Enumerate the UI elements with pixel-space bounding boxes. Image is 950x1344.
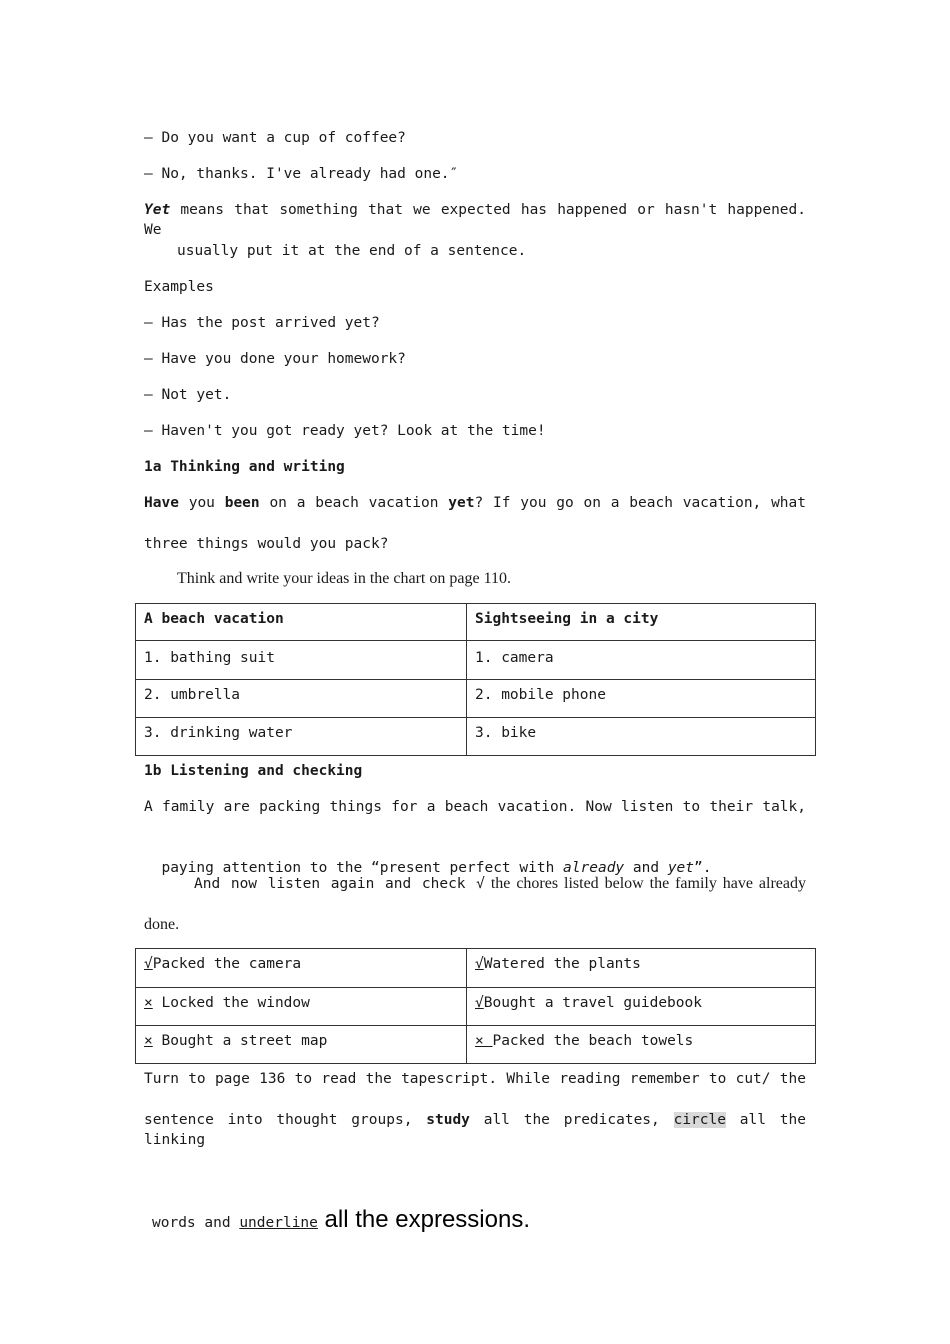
section-1a-question-line-1 bbox=[144, 493, 806, 513]
table-cell bbox=[136, 988, 467, 1026]
word-circle: circle bbox=[673, 1112, 726, 1128]
dialogue-line-2: — No, thanks. I've already had one.″ bbox=[144, 166, 459, 182]
table-cell bbox=[467, 1026, 816, 1064]
examples-heading: Examples bbox=[144, 279, 214, 295]
tapescript-line-3 bbox=[144, 1175, 530, 1238]
word-underline: underline bbox=[239, 1215, 318, 1231]
chore-text: Packed the camera bbox=[152, 956, 302, 972]
text-segment: paying attention to the “present perfect with bbox=[161, 860, 564, 876]
yet-explanation-line-1 bbox=[144, 200, 806, 240]
table-cell bbox=[467, 949, 816, 988]
cross-mark-icon: × bbox=[144, 1033, 153, 1049]
table-cell: 2. mobile phone bbox=[467, 680, 816, 718]
section-1b-instruction-line-2: done. bbox=[144, 916, 180, 933]
table-row bbox=[136, 988, 816, 1026]
word-you: you bbox=[188, 495, 215, 511]
word-study: study bbox=[426, 1112, 470, 1128]
dialogue-line-1: — Do you want a cup of coffee? bbox=[144, 130, 406, 146]
word-been: been bbox=[224, 495, 260, 511]
text-segment: ”. bbox=[694, 860, 712, 876]
cross-mark-icon: × bbox=[144, 995, 153, 1011]
tapescript-line-2 bbox=[144, 1110, 806, 1150]
yet-explanation-line-2: usually put it at the end of a sentence. bbox=[177, 243, 527, 259]
text-segment: all the linking bbox=[144, 1112, 806, 1148]
table-row bbox=[136, 641, 816, 680]
question-rest: ? If you go on a beach vacation, what bbox=[474, 495, 806, 511]
table-cell: 3. drinking water bbox=[136, 718, 467, 756]
check-mark-icon: √ bbox=[144, 956, 153, 972]
chore-text: Locked the window bbox=[152, 995, 310, 1011]
section-1b-instruction-line-1 bbox=[194, 874, 806, 894]
example-item: — Not yet. bbox=[144, 387, 232, 403]
check-mark-icon: √ bbox=[475, 956, 484, 972]
text-segment: all the expressions. bbox=[317, 1206, 530, 1233]
text-segment: words and bbox=[152, 1215, 240, 1231]
section-1a-question-line-2: three things would you pack? bbox=[144, 536, 389, 552]
table-row bbox=[136, 949, 816, 988]
yet-explanation-text: means that something that we expected has happened or hasn't happened. We bbox=[144, 202, 806, 238]
example-item: — Haven't you got ready yet? Look at the time! bbox=[144, 423, 546, 439]
table-cell bbox=[136, 949, 467, 988]
section-1b-paragraph-line-1: A family are packing things for a beach vacation. Now listen to their talk, bbox=[144, 799, 806, 815]
ideas-chart bbox=[135, 603, 816, 756]
table-cell bbox=[136, 1026, 467, 1064]
section-1a-heading: 1a Thinking and writing bbox=[144, 459, 345, 475]
section-1a-instruction: Think and write your ideas in the chart on page 110. bbox=[177, 570, 511, 587]
section-1b-paragraph-line-2 bbox=[144, 838, 711, 878]
word-already: already bbox=[563, 860, 625, 876]
example-item: — Has the post arrived yet? bbox=[144, 315, 380, 331]
question-mid: on a beach vacation bbox=[269, 495, 439, 511]
table-cell: 1. camera bbox=[467, 641, 816, 680]
cross-mark-icon: × bbox=[475, 1033, 493, 1049]
table-row bbox=[136, 1026, 816, 1064]
chore-text: Packed the beach towels bbox=[492, 1033, 694, 1049]
word-have: Have bbox=[144, 495, 179, 511]
table-header-cell: A beach vacation bbox=[136, 604, 467, 641]
chores-chart bbox=[135, 948, 816, 1064]
word-yet: yet bbox=[667, 860, 695, 876]
tapescript-line-1: Turn to page 136 to read the tapescript. While reading remember to cut/ the bbox=[144, 1071, 806, 1087]
chore-text: Watered the plants bbox=[483, 956, 641, 972]
table-cell: 1. bathing suit bbox=[136, 641, 467, 680]
chore-text: Bought a travel guidebook bbox=[483, 995, 702, 1011]
text-segment: the chores listed below the family have already bbox=[484, 875, 806, 892]
text-segment: sentence into thought groups, bbox=[144, 1112, 413, 1128]
table-row bbox=[136, 604, 816, 641]
text-segment: all the predicates, bbox=[469, 1112, 660, 1128]
chore-text: Bought a street map bbox=[152, 1033, 328, 1049]
section-1b-heading: 1b Listening and checking bbox=[144, 763, 363, 779]
table-cell bbox=[467, 988, 816, 1026]
table-cell: 3. bike bbox=[467, 718, 816, 756]
table-row bbox=[136, 680, 816, 718]
yet-keyword: Yet bbox=[144, 202, 171, 218]
example-item: — Have you done your homework? bbox=[144, 351, 406, 367]
check-mark-icon: √ bbox=[475, 995, 484, 1011]
table-row bbox=[136, 718, 816, 756]
text-segment: and bbox=[624, 860, 668, 876]
table-header-cell: Sightseeing in a city bbox=[467, 604, 816, 641]
text-segment: And now listen again and check √ bbox=[194, 876, 485, 892]
table-cell: 2. umbrella bbox=[136, 680, 467, 718]
word-yet: yet bbox=[448, 495, 475, 511]
